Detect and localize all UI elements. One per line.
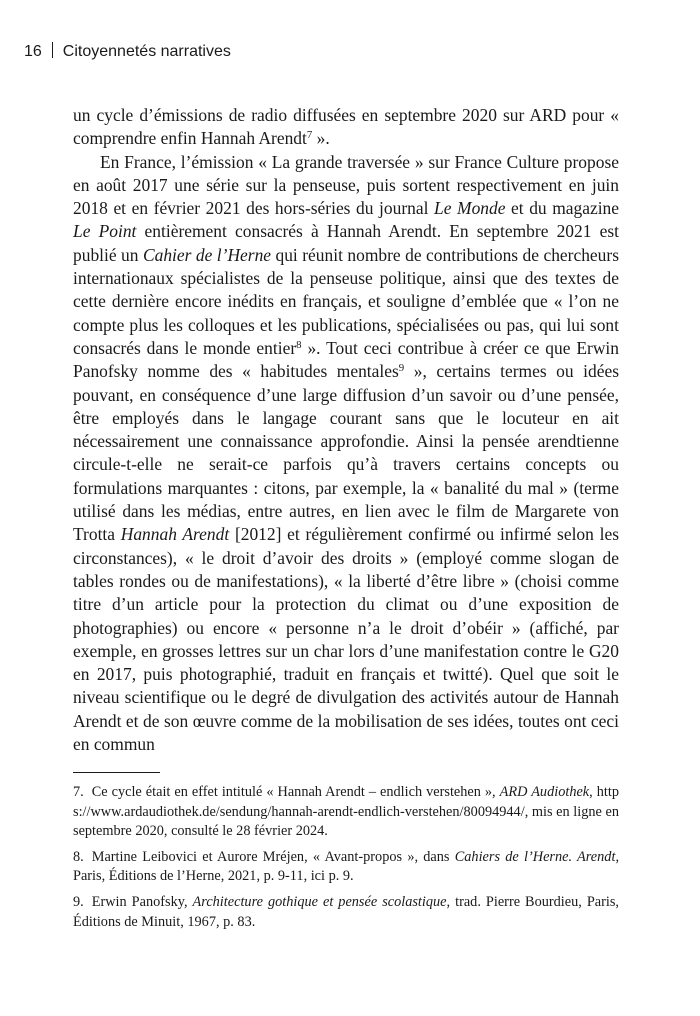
running-title: Citoyennetés narratives (62, 43, 231, 60)
header-separator (52, 42, 53, 58)
footnote-9: 9. Erwin Panofsky, Architecture gothique et pensée scolastique, trad. Pierre Bourdieu, Paris, Éditions de Minuit, 1967, p. 83. (73, 893, 619, 930)
page-number: 16 (24, 43, 42, 60)
paragraph-continuation: un cycle d’émissions de radio diffusées en septembre 2020 sur ARD pour « comprendre enfin Hannah Arendt$^7$ ». (73, 105, 619, 149)
footnote-8: 8. Martine Leibovici et Aurore Mréjen, « Avant-propos », dans Cahiers de l’Herne. Arendt, Paris, Éditions de l’Herne, 2021, p. 9-11, ici p. 9. (73, 848, 620, 885)
footnote-url[interactable]: https://www.ardaudiothek.de/sendung/hannah-arendt-endlich-verstehen/80094944/ (73, 784, 620, 820)
footnotes (73, 783, 619, 938)
title-le-point: Le Point (73, 221, 137, 242)
title-le-monde: Le Monde (434, 198, 506, 219)
body-text (73, 104, 619, 756)
footnote-ref-9[interactable]: 9 (398, 362, 405, 375)
title-hannah-arendt-film: Hannah Arendt (120, 524, 230, 545)
running-head (24, 42, 231, 61)
footnote-7: 7. Ce cycle était en effet intitulé « Hannah Arendt – endlich verstehen », ARD Audiothek, https://www.ardaudiothek.de/sendung/hannah-arendt-endlich-verstehen/80094944/, mis en ligne en septembre 2020, consulté le 28 février 2024. (73, 784, 620, 840)
footnote-ref-7[interactable]: 7 (306, 129, 313, 142)
footnote-rule (73, 772, 160, 773)
paragraph-main: En France, l’émission « La grande traversée » sur France Culture propose en août 2017 une série sur la penseuse, puis sortent respectivement en juin 2018 et en février 2021 des hors-séries du journal Le Monde et du magazine Le Point entièrement consacrés à Hannah Arendt. En septembre 2021 est publié un Cahier de l’Herne qui réunit nombre de contributions de chercheurs internationaux spécialistes de la penseuse politique, ainsi que des textes de cette dernière encore inédits en français, et souligne d’emblée que « l’on ne compte plus les colloques et les publications, spécialisées ou pas, qui lui sont consacrés dans le monde entier$^8$ ». Tout ceci contribue à créer ce que Erwin Panofsky nomme des « habitudes mentales$^9$ », certains termes ou idées pouvant, en conséquence d’une large diffusion d’un savoir ou d’une pensée, être employés dans le langage courant sans que le locuteur en ait nécessairement une connaissance approfondie. Ainsi la pensée arendtienne circule-t-elle ne serait-ce parfois qu’à travers certains concepts ou formulations marquantes : citons, par exemple, la « banalité du mal » (terme utilisé dans les médias, entre autres, en lien avec le film de Margarete von Trotta Hannah Arendt [2012] et régulièrement confirmé ou infirmé selon les circonstances), « le droit d’avoir des droits » (employé comme slogan de tables rondes ou de manifestations), « la liberté d’être libre » (choisi comme titre d’un article pour la protection du climat ou d’une exposition de photographies) ou encore « personne n’a le droit d’obéir » (affiché, par exemple, en grosses lettres sur un char lors d’une manifestation contre le G20 en 2017, puis photographié, traduit en français et twitté). Quel que soit le niveau scientifique ou le degré de divulgation des activités autour de Hannah Arendt et de son œuvre comme de la mobilisation de ses idées, toutes ont ceci en commun (73, 151, 620, 755)
title-cahier-herne: Cahier de l’Herne (142, 244, 272, 265)
footnote-ref-8[interactable]: 8 (296, 339, 302, 352)
